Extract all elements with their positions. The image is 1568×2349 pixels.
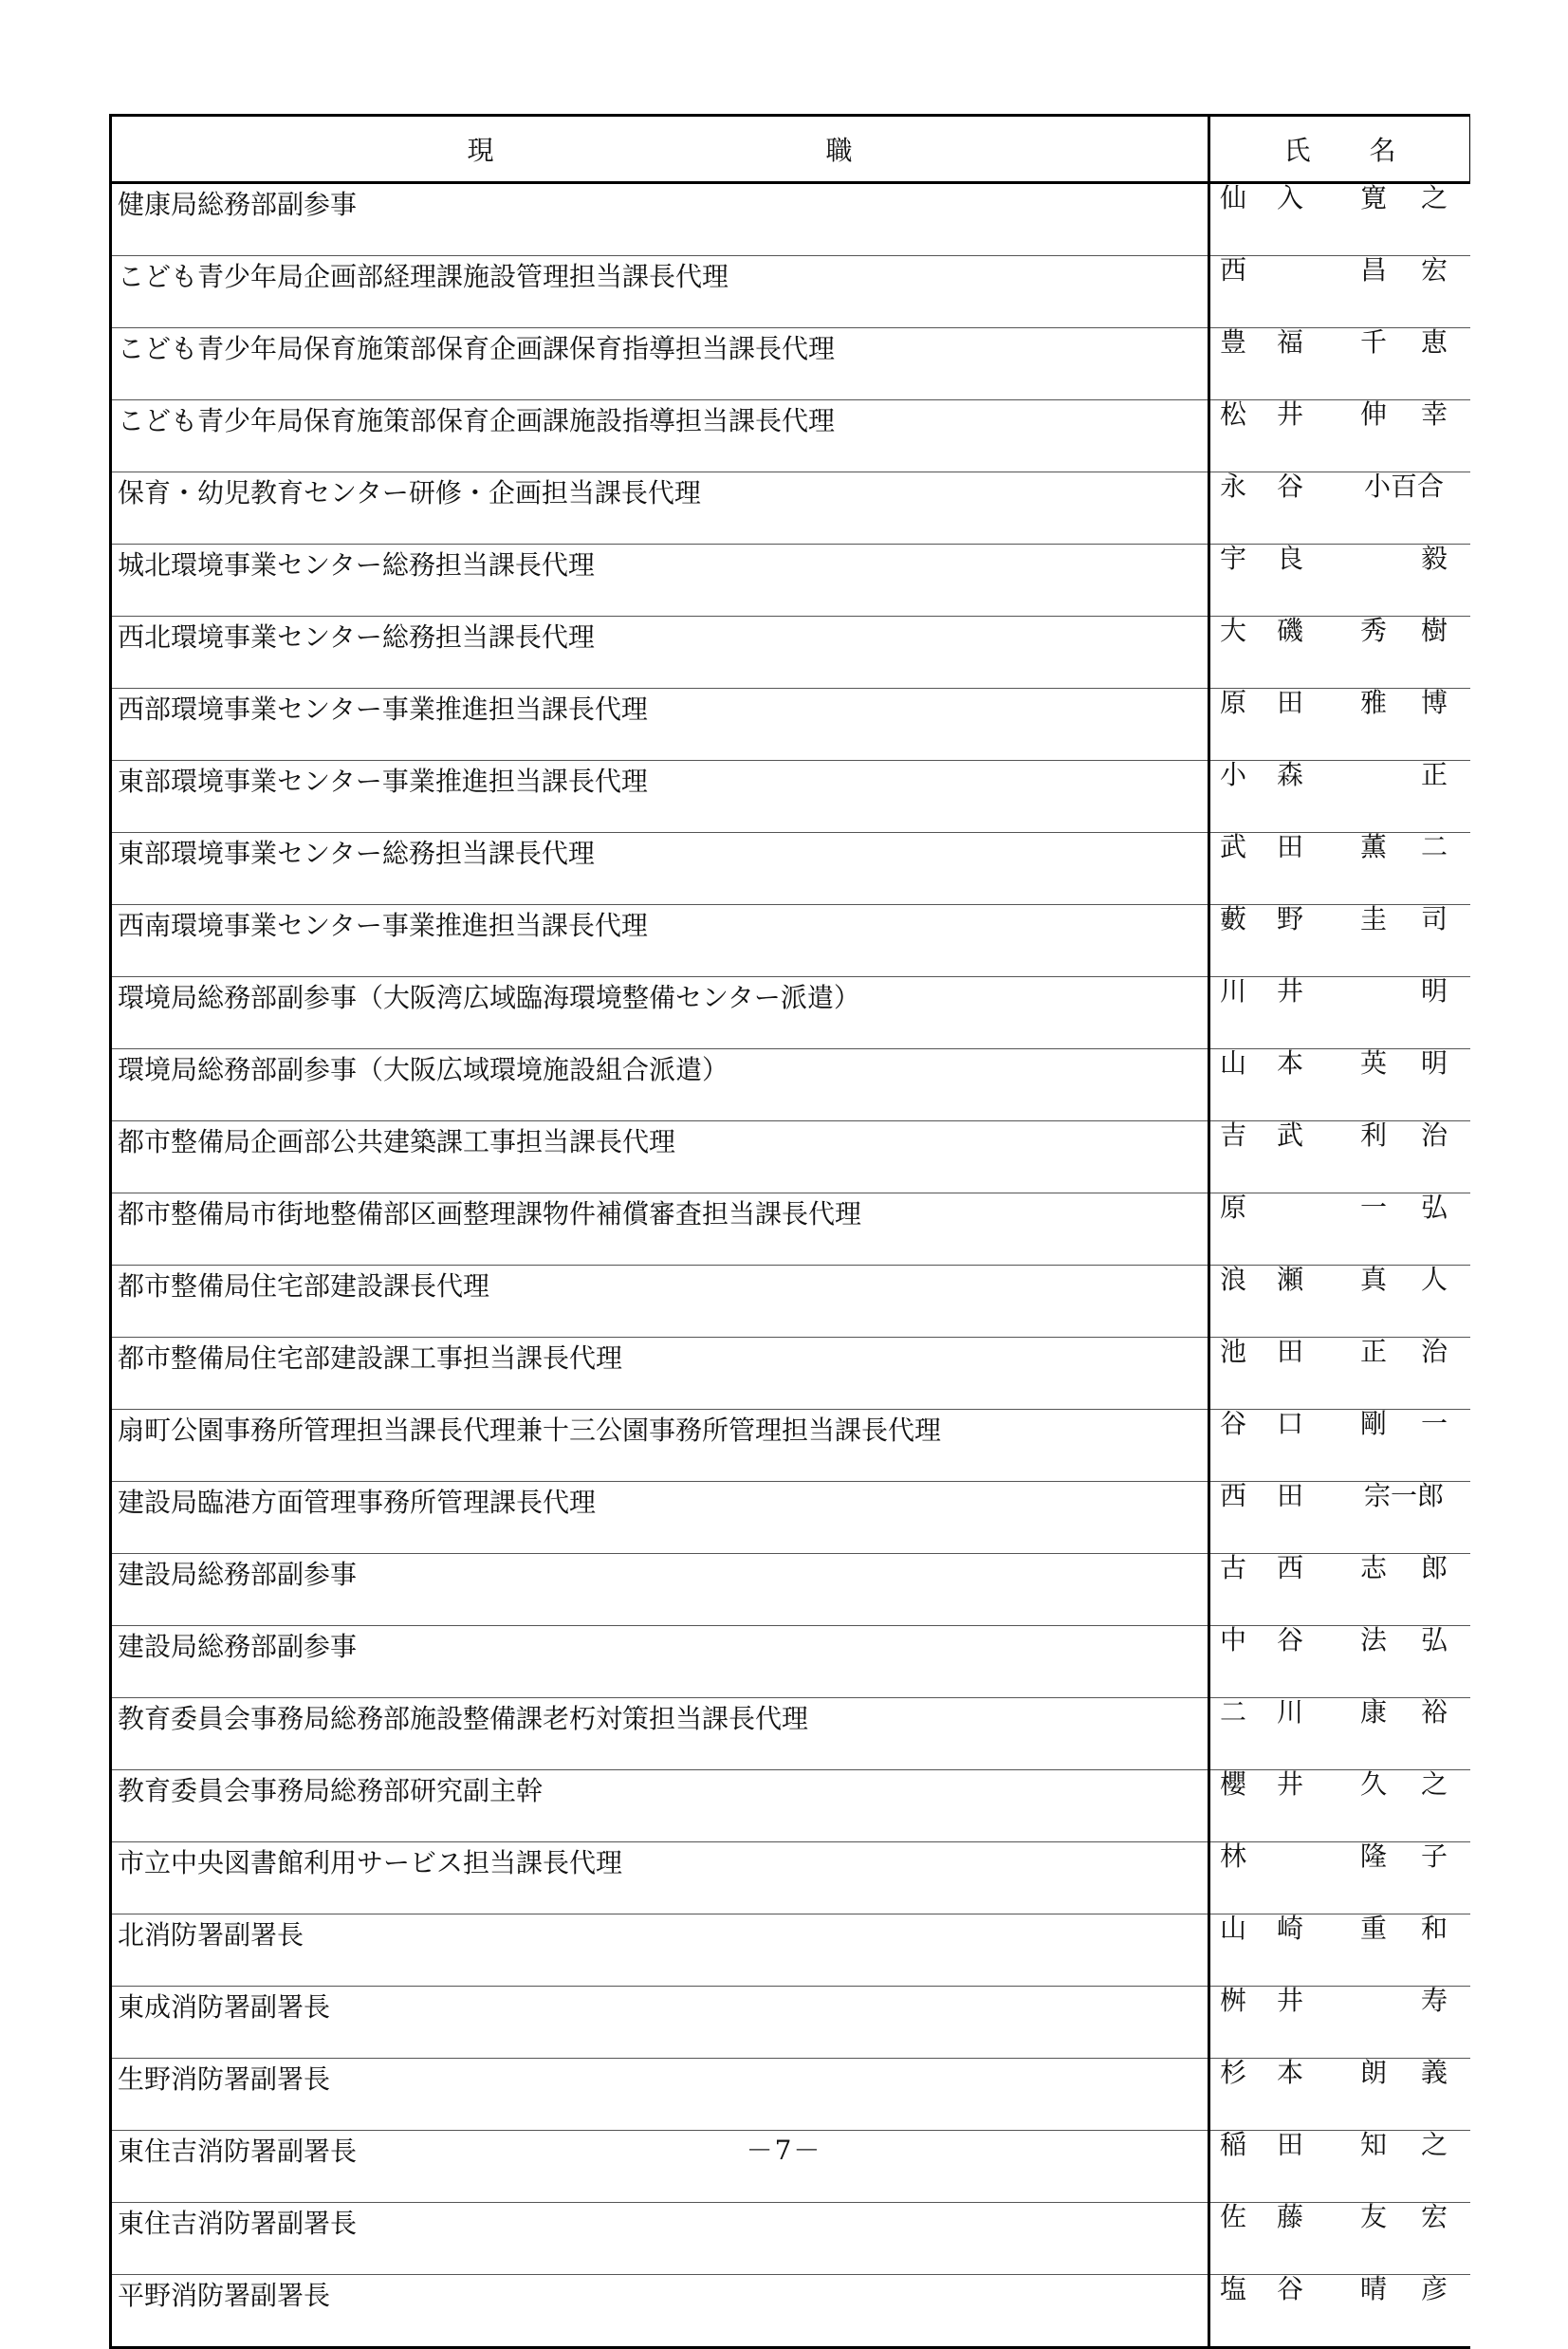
position-cell: 東部環境事業センター事業推進担当課長代理 <box>111 761 1209 833</box>
name-part: 寛 <box>1359 182 1387 213</box>
position-cell: 都市整備局市街地整備部区画整理課物件補償審査担当課長代理 <box>111 1193 1209 1266</box>
name-part: 井 <box>1276 1768 1303 1800</box>
position-cell: 教育委員会事務局総務部施設整備課老朽対策担当課長代理 <box>111 1698 1209 1770</box>
name-cell <box>1209 1987 1470 2059</box>
name-cell <box>1209 1842 1470 1914</box>
name-cell <box>1209 472 1470 545</box>
name-cell <box>1209 689 1470 761</box>
name-part: 杉 <box>1219 2057 1246 2088</box>
name-cell <box>1209 761 1470 833</box>
position-cell: 都市整備局住宅部建設課工事担当課長代理 <box>111 1338 1209 1410</box>
name-cell <box>1209 1554 1470 1626</box>
name-part: 法 <box>1359 1624 1387 1655</box>
name-part: 良 <box>1276 543 1303 574</box>
header-position-char-2: 職 <box>825 135 853 166</box>
name-part: 隆 <box>1359 1840 1387 1872</box>
table-header <box>111 116 1470 183</box>
header-name <box>1209 116 1470 183</box>
name-part: 井 <box>1276 1985 1303 2016</box>
person-name <box>1210 1266 1470 1296</box>
name-cell <box>1209 1338 1470 1410</box>
name-part: 康 <box>1359 1696 1387 1728</box>
name-cell <box>1209 1770 1470 1842</box>
person-name <box>1210 400 1470 431</box>
name-part: 古 <box>1219 1552 1246 1583</box>
position-cell: 東住吉消防署副署長 <box>111 2203 1209 2275</box>
person-name <box>1210 905 1470 935</box>
position-cell: 教育委員会事務局総務部研究副主幹 <box>111 1770 1209 1842</box>
name-part: 田 <box>1276 1336 1303 1367</box>
name-part: 永 <box>1219 471 1246 502</box>
name-part: 谷 <box>1276 1624 1303 1655</box>
name-part: 田 <box>1276 687 1303 718</box>
table-body <box>111 183 1470 2348</box>
table-row <box>111 400 1470 472</box>
name-part: 谷 <box>1219 1408 1246 1439</box>
table-row <box>111 2059 1470 2131</box>
name-part: 山 <box>1219 1047 1246 1079</box>
position-cell: 西北環境事業センター総務担当課長代理 <box>111 617 1209 689</box>
position-cell: 保育・幼児教育センター研修・企画担当課長代理 <box>111 472 1209 545</box>
table-row <box>111 1193 1470 1266</box>
name-part: 幸 <box>1420 398 1448 430</box>
position-cell: 都市整備局住宅部建設課長代理 <box>111 1266 1209 1338</box>
name-part: 山 <box>1219 1913 1246 1944</box>
table-row <box>111 1410 1470 1482</box>
table-row <box>111 2275 1470 2348</box>
position-cell: 建設局総務部副参事 <box>111 1626 1209 1698</box>
name-part: 井 <box>1276 398 1303 430</box>
name-part: 中 <box>1219 1624 1246 1655</box>
name-part: 仙 <box>1219 182 1246 213</box>
name-part: 之 <box>1420 2129 1448 2160</box>
name-cell <box>1209 833 1470 905</box>
position-cell: 建設局臨港方面管理事務所管理課長代理 <box>111 1482 1209 1554</box>
name-part: 真 <box>1359 1264 1387 1295</box>
name-part: 宇 <box>1219 543 1246 574</box>
name-part: 友 <box>1359 2201 1387 2232</box>
table-row <box>111 833 1470 905</box>
name-part: 雅 <box>1359 687 1387 718</box>
position-cell: 環境局総務部副参事（大阪湾広域臨海環境整備センター派遣） <box>111 977 1209 1049</box>
person-name <box>1210 1770 1470 1801</box>
name-part: 義 <box>1420 2057 1448 2088</box>
person-name <box>1210 1049 1470 1080</box>
person-name <box>1210 472 1470 503</box>
name-part: 樹 <box>1420 615 1448 646</box>
position-cell: 西部環境事業センター事業推進担当課長代理 <box>111 689 1209 761</box>
position-cell: 市立中央図書館利用サービス担当課長代理 <box>111 1842 1209 1914</box>
name-part: 武 <box>1276 1119 1303 1151</box>
table-row <box>111 1049 1470 1121</box>
table-row <box>111 1266 1470 1338</box>
name-part: 治 <box>1420 1336 1448 1367</box>
table-row <box>111 1842 1470 1914</box>
page-number: －7－ <box>746 2135 822 2166</box>
person-name <box>1210 1410 1470 1440</box>
name-part: 浪 <box>1219 1264 1246 1295</box>
name-part: 利 <box>1359 1119 1387 1151</box>
position-cell: 扇町公園事務所管理担当課長代理兼十三公園事務所管理担当課長代理 <box>111 1410 1209 1482</box>
person-name <box>1210 689 1470 719</box>
person-name <box>1210 833 1470 863</box>
name-part: 彦 <box>1420 2273 1448 2304</box>
name-part: 小百合 <box>1363 471 1444 502</box>
table-row <box>111 761 1470 833</box>
table-row <box>111 183 1470 256</box>
name-part: 林 <box>1219 1840 1246 1872</box>
name-part: 本 <box>1276 1047 1303 1079</box>
name-part: 谷 <box>1276 471 1303 502</box>
name-part: 藤 <box>1276 2201 1303 2232</box>
name-part: 入 <box>1276 182 1303 213</box>
person-name <box>1210 1554 1470 1584</box>
name-cell <box>1209 2059 1470 2131</box>
name-part: 弘 <box>1420 1192 1448 1223</box>
person-name <box>1210 2203 1470 2233</box>
personnel-table <box>109 114 1470 2349</box>
name-part: 伸 <box>1359 398 1387 430</box>
name-part: 稲 <box>1219 2129 1246 2160</box>
name-part: 川 <box>1276 1696 1303 1728</box>
table-row <box>111 472 1470 545</box>
table-row <box>111 256 1470 328</box>
name-part: 志 <box>1359 1552 1387 1583</box>
person-name <box>1210 328 1470 359</box>
name-part: 弘 <box>1420 1624 1448 1655</box>
name-cell <box>1209 1626 1470 1698</box>
name-part: 西 <box>1276 1552 1303 1583</box>
name-part: 二 <box>1420 831 1448 862</box>
position-cell: 東部環境事業センター総務担当課長代理 <box>111 833 1209 905</box>
person-name <box>1210 1914 1470 1945</box>
name-part: 薫 <box>1359 831 1387 862</box>
name-cell <box>1209 1914 1470 1987</box>
name-part: 田 <box>1276 1480 1303 1511</box>
header-current-position <box>111 116 1209 183</box>
name-cell <box>1209 2203 1470 2275</box>
position-cell: 城北環境事業センター総務担当課長代理 <box>111 545 1209 617</box>
name-part: 武 <box>1219 831 1246 862</box>
person-name <box>1210 1121 1470 1152</box>
position-cell: 健康局総務部副参事 <box>111 183 1209 256</box>
person-name <box>1210 1338 1470 1368</box>
position-cell: 都市整備局企画部公共建築課工事担当課長代理 <box>111 1121 1209 1193</box>
table-row <box>111 2203 1470 2275</box>
name-cell <box>1209 905 1470 977</box>
name-part: 晴 <box>1359 2273 1387 2304</box>
name-part: 藪 <box>1219 903 1246 934</box>
name-part: 朗 <box>1359 2057 1387 2088</box>
name-part: 池 <box>1219 1336 1246 1367</box>
name-cell <box>1209 617 1470 689</box>
name-part: 本 <box>1276 2057 1303 2088</box>
table-row <box>111 1987 1470 2059</box>
header-name-char-2: 名 <box>1369 135 1396 166</box>
position-cell: 西南環境事業センター事業推進担当課長代理 <box>111 905 1209 977</box>
table-row <box>111 545 1470 617</box>
table-row <box>111 1482 1470 1554</box>
name-part: 川 <box>1219 975 1246 1007</box>
name-part: 明 <box>1420 975 1448 1007</box>
name-part: 宏 <box>1420 2201 1448 2232</box>
table-row <box>111 328 1470 400</box>
table-row <box>111 689 1470 761</box>
person-name <box>1210 761 1470 791</box>
person-name <box>1210 617 1470 647</box>
person-name <box>1210 545 1470 575</box>
name-part: 博 <box>1420 687 1448 718</box>
name-cell <box>1209 1193 1470 1266</box>
name-part: 口 <box>1276 1408 1303 1439</box>
name-part: 正 <box>1420 759 1448 790</box>
position-cell: 建設局総務部副参事 <box>111 1554 1209 1626</box>
name-cell <box>1209 545 1470 617</box>
name-part: 松 <box>1219 398 1246 430</box>
table-row <box>111 977 1470 1049</box>
person-name <box>1210 1193 1470 1224</box>
name-part: 西 <box>1219 254 1246 286</box>
person-name <box>1210 2059 1470 2089</box>
name-part: 福 <box>1276 326 1303 358</box>
position-cell: 生野消防署副署長 <box>111 2059 1209 2131</box>
position-cell: 東成消防署副署長 <box>111 1987 1209 2059</box>
name-part: 恵 <box>1420 326 1448 358</box>
name-part: 田 <box>1276 831 1303 862</box>
name-part: 郎 <box>1420 1552 1448 1583</box>
name-cell <box>1209 400 1470 472</box>
position-cell: こども青少年局保育施策部保育企画課保育指導担当課長代理 <box>111 328 1209 400</box>
person-name <box>1210 1842 1470 1873</box>
name-part: 千 <box>1359 326 1387 358</box>
name-part: 野 <box>1276 903 1303 934</box>
name-part: 井 <box>1276 975 1303 1007</box>
name-part: 英 <box>1359 1047 1387 1079</box>
header-name-char-1: 氏 <box>1283 135 1311 166</box>
name-part: 子 <box>1420 1840 1448 1872</box>
name-cell <box>1209 183 1470 256</box>
name-part: 一 <box>1420 1408 1448 1439</box>
table-row <box>111 905 1470 977</box>
name-part: 毅 <box>1420 543 1448 574</box>
name-part: 原 <box>1219 1192 1246 1223</box>
person-name <box>1210 256 1470 287</box>
position-cell: 環境局総務部副参事（大阪広域環境施設組合派遣） <box>111 1049 1209 1121</box>
name-part: 小 <box>1219 759 1246 790</box>
table-row <box>111 1914 1470 1987</box>
name-part: 昌 <box>1359 254 1387 286</box>
table-row <box>111 1770 1470 1842</box>
name-part: 明 <box>1420 1047 1448 1079</box>
name-part: 知 <box>1359 2129 1387 2160</box>
name-part: 桝 <box>1219 1985 1246 2016</box>
name-part: 寿 <box>1420 1985 1448 2016</box>
name-part: 久 <box>1359 1768 1387 1800</box>
name-part: 櫻 <box>1219 1768 1246 1800</box>
name-part: 宗一郎 <box>1363 1480 1444 1511</box>
name-cell <box>1209 1698 1470 1770</box>
name-part: 治 <box>1420 1119 1448 1151</box>
person-name <box>1210 184 1470 214</box>
name-part: 重 <box>1359 1913 1387 1944</box>
name-cell <box>1209 2275 1470 2348</box>
person-name <box>1210 977 1470 1008</box>
name-part: 吉 <box>1219 1119 1246 1151</box>
name-part: 司 <box>1420 903 1448 934</box>
name-part: 和 <box>1420 1913 1448 1944</box>
name-cell <box>1209 1266 1470 1338</box>
name-part: 之 <box>1420 1768 1448 1800</box>
position-cell: 東住吉消防署副署長 <box>111 2131 1209 2203</box>
name-part: 森 <box>1276 759 1303 790</box>
position-cell: 平野消防署副署長 <box>111 2275 1209 2348</box>
table-row <box>111 1626 1470 1698</box>
name-part: 正 <box>1359 1336 1387 1367</box>
name-cell <box>1209 977 1470 1049</box>
name-part: 剛 <box>1359 1408 1387 1439</box>
person-name <box>1210 1987 1470 2017</box>
name-part: 塩 <box>1219 2273 1246 2304</box>
name-part: 之 <box>1420 182 1448 213</box>
name-cell <box>1209 1482 1470 1554</box>
name-part: 人 <box>1420 1264 1448 1295</box>
name-cell <box>1209 328 1470 400</box>
name-part: 圭 <box>1359 903 1387 934</box>
person-name <box>1210 1698 1470 1729</box>
table-row <box>111 1121 1470 1193</box>
name-part: 一 <box>1359 1192 1387 1223</box>
name-cell <box>1209 256 1470 328</box>
name-cell <box>1209 1410 1470 1482</box>
name-part: 崎 <box>1276 1913 1303 1944</box>
name-part: 西 <box>1219 1480 1246 1511</box>
name-part: 秀 <box>1359 615 1387 646</box>
table-row <box>111 617 1470 689</box>
person-name <box>1210 2275 1470 2305</box>
name-part: 田 <box>1276 2129 1303 2160</box>
name-part: 二 <box>1219 1696 1246 1728</box>
position-cell: こども青少年局保育施策部保育企画課施設指導担当課長代理 <box>111 400 1209 472</box>
name-part: 谷 <box>1276 2273 1303 2304</box>
table-row <box>111 1698 1470 1770</box>
name-part: 裕 <box>1420 1696 1448 1728</box>
position-cell: 北消防署副署長 <box>111 1914 1209 1987</box>
name-part: 瀬 <box>1276 1264 1303 1295</box>
header-position-char-1: 現 <box>467 135 494 166</box>
person-name <box>1210 1626 1470 1656</box>
name-cell <box>1209 1049 1470 1121</box>
position-cell: こども青少年局企画部経理課施設管理担当課長代理 <box>111 256 1209 328</box>
name-part: 原 <box>1219 687 1246 718</box>
name-part: 磯 <box>1276 615 1303 646</box>
name-part: 宏 <box>1420 254 1448 286</box>
table-row <box>111 1554 1470 1626</box>
name-part: 大 <box>1219 615 1246 646</box>
table-row <box>111 1338 1470 1410</box>
name-cell <box>1209 1121 1470 1193</box>
name-part: 佐 <box>1219 2201 1246 2232</box>
person-name <box>1210 1482 1470 1512</box>
name-part: 豊 <box>1219 326 1246 358</box>
